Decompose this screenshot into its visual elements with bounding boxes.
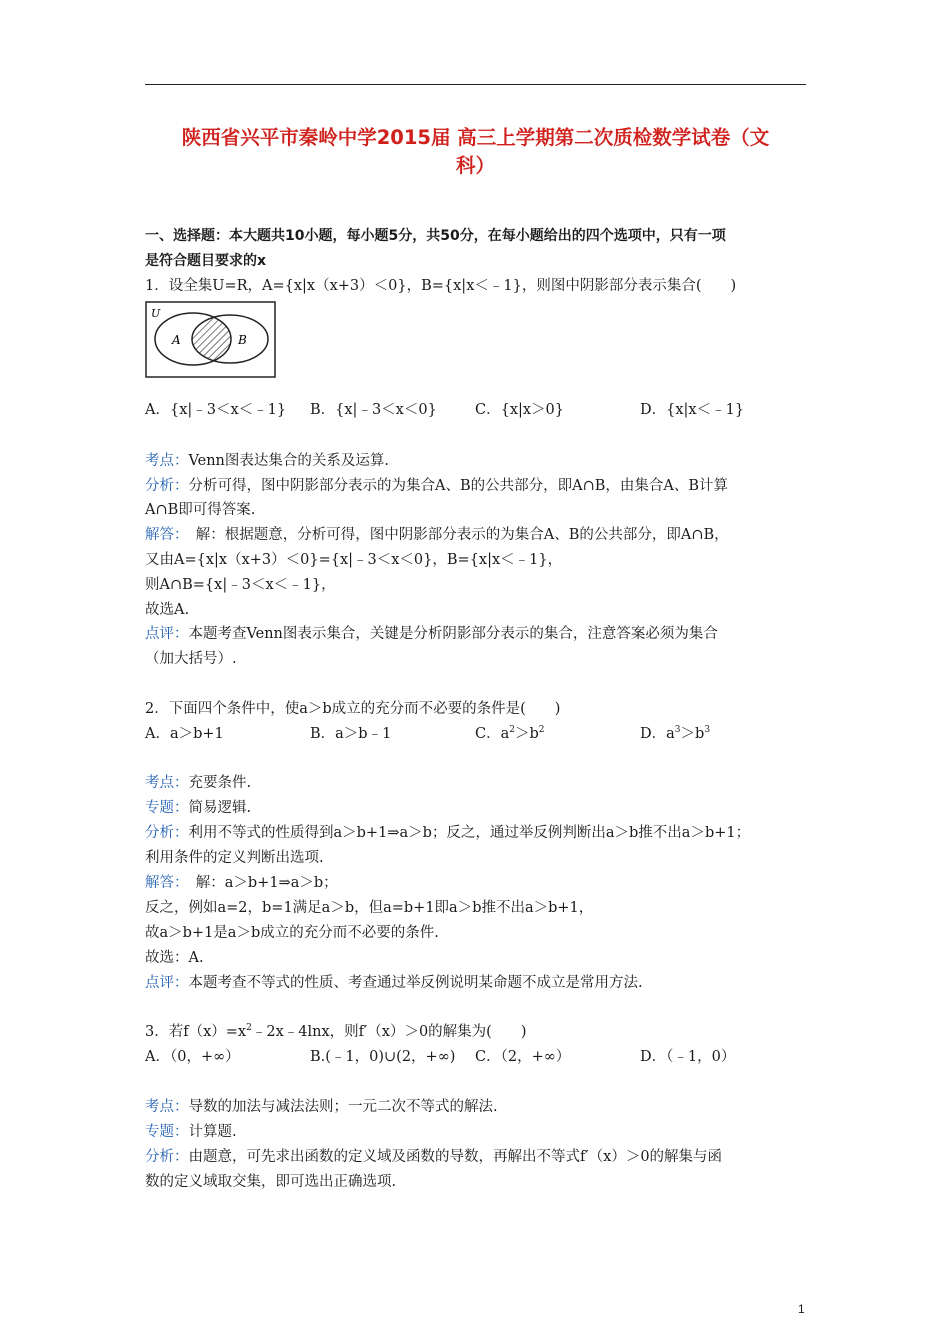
q1-option-a: A．{x|﹣3＜x＜﹣1} bbox=[145, 402, 287, 418]
q2-option-c-mid: ＞b bbox=[514, 726, 539, 742]
q1-jieda-text-1: 解：根据题意，分析可得，图中阴影部分表示的为集合A、B的公共部分，即A∩B， bbox=[181, 527, 729, 543]
q2-option-c-exp-2: 2 bbox=[538, 725, 545, 735]
q3-option-b: B.(﹣1，0)∪(2，+∞) bbox=[310, 1049, 456, 1065]
title-line-2: 科） bbox=[455, 154, 495, 177]
q2-option-d-base: D．a bbox=[640, 726, 675, 742]
q2-fenxi bbox=[145, 823, 750, 843]
venn-label-b: B bbox=[238, 333, 247, 347]
q1-kaodian-text: Venn图表达集合的关系及运算. bbox=[188, 453, 390, 469]
q3-zhuanti-label: 专题： bbox=[145, 1124, 189, 1140]
q1-jieda-text-4: 故选A. bbox=[145, 602, 190, 618]
q3-kaodian-text: 导数的加法与减法法则；一元二次不等式的解法. bbox=[188, 1099, 498, 1115]
q3-zhuanti-text: 计算题. bbox=[188, 1124, 237, 1140]
q2-zhuanti bbox=[145, 798, 251, 818]
q3-fenxi-text-2: 数的定义域取交集，即可选出正确选项. bbox=[145, 1174, 397, 1190]
q3-kaodian bbox=[145, 1097, 498, 1117]
q2-zhuanti-text: 简易逻辑. bbox=[188, 800, 252, 816]
q3-kaodian-label: 考点： bbox=[145, 1099, 189, 1115]
q1-fenxi-text-1: 分析可得，图中阴影部分表示的为集合A、B的公共部分，即A∩B，由集合A、B计算 bbox=[188, 478, 729, 494]
q2-option-d-exp-1: 3 bbox=[674, 725, 681, 735]
q2-kaodian-label: 考点： bbox=[145, 775, 189, 791]
title-line-1: 陕西省兴平市秦岭中学2015届 高三上学期第二次质检数学试卷（文 bbox=[181, 126, 770, 149]
q1-jieda bbox=[145, 525, 729, 545]
q1-fenxi-label: 分析： bbox=[145, 478, 189, 494]
q3-stem-exp: 2 bbox=[246, 1023, 252, 1033]
q1-jieda-text-2: 又由A={x|x（x+3）＜0}={x|﹣3＜x＜0}，B={x|x＜﹣1}， bbox=[145, 552, 563, 568]
venn-label-u: U bbox=[151, 307, 161, 320]
q1-option-d: D．{x|x＜﹣1} bbox=[640, 402, 745, 418]
q2-stem: 2．下面四个条件中，使a＞b成立的充分而不必要的条件是( ) bbox=[145, 701, 561, 717]
q1-jieda-text-3: 则A∩B={x|﹣3＜x＜﹣1}， bbox=[145, 577, 336, 593]
venn-label-a: A bbox=[172, 333, 181, 347]
q2-jieda-label: 解答： bbox=[145, 875, 182, 891]
q3-stem-pre: 3．若f（x）=x bbox=[145, 1024, 247, 1040]
q1-dianping-text-1: 本题考查Venn图表示集合，关键是分析阴影部分表示的集合，注意答案必须为集合 bbox=[188, 626, 718, 642]
q1-option-c: C．{x|x＞0} bbox=[475, 402, 565, 418]
q2-option-d bbox=[640, 724, 710, 744]
page-title bbox=[145, 124, 806, 180]
q2-zhuanti-label: 专题： bbox=[145, 800, 189, 816]
venn-diagram bbox=[145, 301, 276, 378]
q1-option-b: B．{x|﹣3＜x＜0} bbox=[310, 402, 437, 418]
q2-option-a: A．a＞b+1 bbox=[145, 726, 224, 742]
q3-fenxi bbox=[145, 1147, 722, 1167]
q2-fenxi-text-2: 利用条件的定义判断出选项. bbox=[145, 850, 324, 866]
q3-stem-post: ﹣2x﹣4lnx，则f′（x）＞0的解集为( ) bbox=[251, 1024, 527, 1040]
q2-fenxi-text-1: 利用不等式的性质得到a＞b+1⇒a＞b；反之，通过举反例判断出a＞b推不出a＞b+1； bbox=[188, 825, 751, 841]
page-number: 1 bbox=[798, 1302, 805, 1316]
q3-fenxi-label: 分析： bbox=[145, 1149, 189, 1165]
q2-jieda-text-2: 反之，例如a=2，b=1满足a＞b，但a=b+1即a＞b推不出a＞b+1， bbox=[145, 900, 594, 916]
q2-option-d-exp-2: 3 bbox=[704, 725, 711, 735]
q3-option-c: C．（2，+∞） bbox=[475, 1049, 571, 1065]
q2-kaodian bbox=[145, 773, 251, 793]
q3-zhuanti bbox=[145, 1122, 237, 1142]
q2-jieda bbox=[145, 873, 338, 893]
q1-dianping-text-2: （加大括号）. bbox=[145, 651, 237, 667]
q3-option-a: A．（0，+∞） bbox=[145, 1049, 240, 1065]
q2-dianping bbox=[145, 973, 643, 993]
q1-jieda-label: 解答： bbox=[145, 527, 182, 543]
q2-fenxi-label: 分析： bbox=[145, 825, 189, 841]
section-heading-line-2: 是符合题目要求的x bbox=[145, 253, 267, 269]
q2-option-b: B．a＞b﹣1 bbox=[310, 726, 392, 742]
q2-jieda-text-1: 解：a＞b+1⇒a＞b； bbox=[181, 875, 338, 891]
q3-stem bbox=[145, 1022, 527, 1042]
q1-dianping-label: 点评： bbox=[145, 626, 189, 642]
q1-fenxi-text-2: A∩B即可得答案. bbox=[145, 502, 256, 518]
q2-dianping-text-1: 本题考查不等式的性质、考查通过举反例说明某命题不成立是常用方法. bbox=[188, 975, 643, 991]
q3-fenxi-text-1: 由题意，可先求出函数的定义域及函数的导数，再解出不等式f′（x）＞0的解集与函 bbox=[188, 1149, 723, 1165]
q2-option-c-base: C．a bbox=[475, 726, 510, 742]
q2-kaodian-text: 充要条件. bbox=[188, 775, 252, 791]
q1-fenxi bbox=[145, 476, 728, 496]
q2-option-d-mid: ＞b bbox=[680, 726, 705, 742]
q2-jieda-text-3: 故a＞b+1是a＞b成立的充分而不必要的条件. bbox=[145, 925, 439, 941]
q2-option-c bbox=[475, 724, 545, 744]
header-rule bbox=[145, 84, 806, 85]
q3-option-d: D．（﹣1，0） bbox=[640, 1049, 736, 1065]
q1-dianping bbox=[145, 624, 718, 644]
q2-dianping-label: 点评： bbox=[145, 975, 189, 991]
q1-kaodian-label: 考点： bbox=[145, 453, 189, 469]
section-heading-line-1: 一、选择题：本大题共10小题，每小题5分，共50分，在每小题给出的四个选项中，只有一项 bbox=[145, 228, 726, 244]
q2-option-c-exp-1: 2 bbox=[509, 725, 515, 735]
q1-kaodian bbox=[145, 451, 389, 471]
q1-stem: 1．设全集U=R，A={x|x（x+3）＜0}，B={x|x＜﹣1}，则图中阴影部分表示集合( ) bbox=[145, 278, 737, 294]
q2-jieda-text-4: 故选：A. bbox=[145, 950, 204, 966]
